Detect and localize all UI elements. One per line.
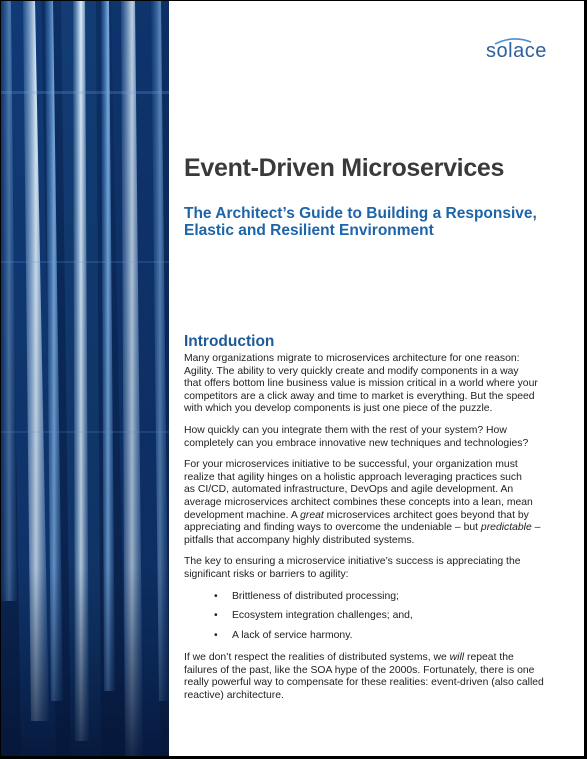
text-line: that offers bottom line business value is mission critical in a world where your bbox=[184, 378, 538, 390]
cover-image bbox=[1, 1, 169, 756]
paragraph bbox=[184, 652, 569, 702]
section-heading-introduction: Introduction bbox=[184, 333, 275, 350]
paragraph bbox=[184, 556, 569, 581]
text-line bbox=[184, 510, 569, 523]
text-line: failures of the past, like the SOA hype of the 2000s. Fortunately, there is one bbox=[184, 664, 535, 676]
emphasis: great bbox=[300, 509, 324, 521]
bullet-icon: • bbox=[214, 610, 218, 622]
page-title: Event-Driven Microservices bbox=[184, 154, 505, 182]
paragraph bbox=[184, 459, 569, 547]
text-line: as CI/CD, automated infrastructure, DevOps and agile development. An bbox=[184, 484, 514, 496]
text-run: microservices architect goes beyond that by bbox=[323, 509, 529, 521]
bullet-icon: • bbox=[214, 590, 218, 602]
emphasis: predictable bbox=[480, 522, 532, 534]
text-line: significant risks or barriers to agility: bbox=[184, 568, 349, 580]
list-item bbox=[214, 591, 569, 604]
document-page bbox=[1, 1, 584, 756]
text-line: with which you develop components is just one piece of the puzzle. bbox=[184, 403, 493, 415]
text-line: reactive) architecture. bbox=[184, 690, 284, 702]
text-line: competitors are a click away and time to market is everything. But the speed bbox=[184, 390, 535, 402]
text-line: pitfalls that accompany highly distributed systems. bbox=[184, 534, 415, 546]
text-line: average microservices architect combines these concepts into a lean, mean bbox=[184, 496, 533, 508]
bullet-icon: • bbox=[214, 629, 218, 641]
list-item-text: A lack of service harmony. bbox=[232, 629, 353, 641]
solace-logo: solace bbox=[486, 40, 547, 62]
text-line: realize that agility hinges on a holistic approach leveraging practices such bbox=[184, 471, 522, 483]
text-line: completely can you embrace innovative new techniques and technologies? bbox=[184, 437, 529, 449]
text-run: – bbox=[531, 522, 541, 534]
architecture-columns-illustration bbox=[1, 1, 169, 756]
list-item-text: Ecosystem integration challenges; and, bbox=[232, 610, 413, 622]
bullet-list bbox=[184, 591, 569, 643]
text-line: How quickly can you integrate them with the rest of your system? How bbox=[184, 424, 507, 436]
introduction-body bbox=[184, 353, 569, 712]
text-line: Agility. The ability to very quickly create and modify components in a way bbox=[184, 365, 519, 377]
text-run: If we don’t respect the realities of distributed systems, we bbox=[184, 652, 450, 664]
text-run: repeat the bbox=[464, 652, 514, 664]
list-item bbox=[214, 630, 569, 643]
emphasis: will bbox=[449, 652, 465, 664]
page-subtitle bbox=[184, 205, 564, 239]
text-line: The key to ensuring a microservice initiative’s success is appreciating the bbox=[184, 556, 521, 568]
text-run: development machine. A bbox=[184, 509, 301, 521]
text-run: appreciating and finding ways to overcome the undeniable – but bbox=[184, 522, 481, 534]
paragraph bbox=[184, 353, 569, 416]
text-line bbox=[184, 522, 569, 535]
text-line: Many organizations migrate to microservices architecture for one reason: bbox=[184, 353, 520, 364]
text-line: For your microservices initiative to be successful, your organization must bbox=[184, 459, 518, 471]
paragraph bbox=[184, 425, 569, 450]
text-line: really powerful way to compensate for these realities: event-driven (also called bbox=[184, 677, 544, 689]
subtitle-line: Elastic and Resilient Environment bbox=[184, 222, 434, 239]
text-line bbox=[184, 652, 569, 665]
list-item bbox=[214, 610, 569, 623]
list-item-text: Brittleness of distributed processing; bbox=[232, 590, 399, 602]
subtitle-line: The Architect’s Guide to Building a Responsive, bbox=[184, 205, 537, 222]
